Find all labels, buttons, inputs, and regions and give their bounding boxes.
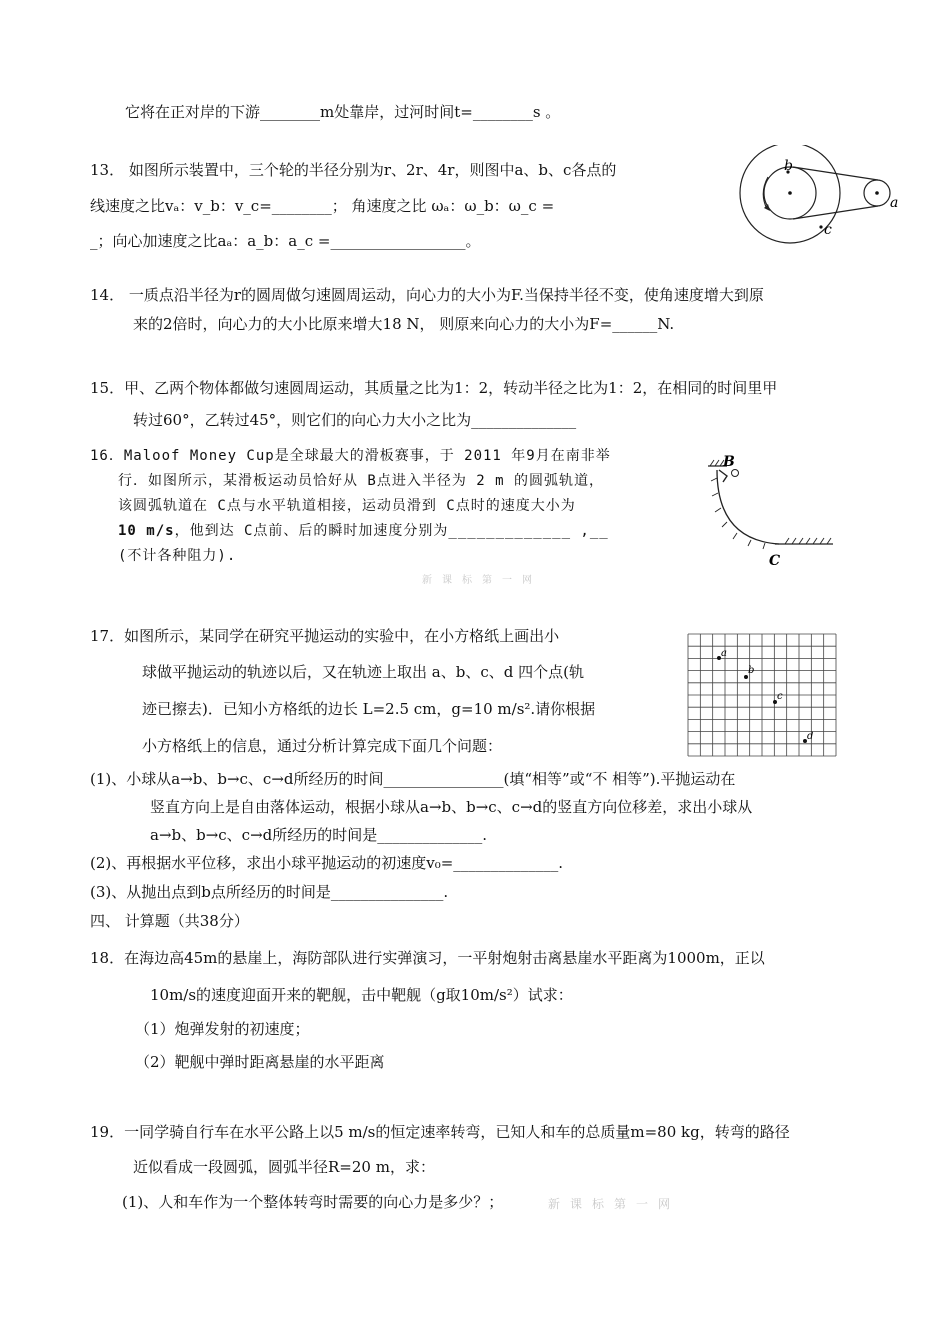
watermark-2: 新课标第一网	[548, 1197, 681, 1211]
grid-label-c: c	[777, 691, 783, 702]
top-hatch	[710, 460, 724, 466]
watermark-1: 新课标第一网	[422, 575, 542, 586]
q18-part2: （2）靶舰中弹时距离悬崖的水平距离	[135, 1053, 385, 1071]
q18-part1: （1）炮弹发射的初速度；	[135, 1020, 310, 1038]
q17-part3: (3)、从抛出点到b点所经历的时间是_______________.	[90, 883, 449, 901]
q18-line2: 10m/s的速度迎面开来的靶舰，击中靶舰（g取10m/s²）试求：	[150, 986, 573, 1004]
line-river: 它将在正对岸的下游________m处靠岸，过河时间t=________s 。	[125, 103, 561, 121]
grid-label-a: a	[721, 648, 727, 659]
q16-line4-rest: ，他到达 C点前、后的瞬时加速度分别为_____________ ,__	[174, 523, 609, 539]
q17-part1-line3: a→b、b→c、c→d所经历的时间是______________.	[150, 826, 488, 844]
skater-icon	[732, 470, 739, 477]
wheels-figure	[735, 145, 905, 250]
q17-part1-line1: (1)、小球从a→b、b→c、c→d所经历的时间________________(填“相等”或“不 相等”).平抛运动在	[90, 770, 736, 788]
bottom-hatch	[785, 538, 831, 544]
label-B: B	[723, 454, 735, 470]
center-big	[788, 191, 792, 195]
track-figure	[705, 448, 840, 573]
q19-line1: 19．一同学骑自行车在水平公路上以5 m/s的恒定速率转弯，已知人和车的总质量m=80 kg，转弯的路径	[90, 1123, 790, 1141]
q17-part1-line2: 竖直方向上是自由落体运动，根据小球从a→b、b→c、c→d的竖直方向位移差，求出小球从	[150, 798, 753, 816]
q19-part1: (1)、人和车作为一个整体转弯时需要的向心力是多少？；	[122, 1193, 504, 1211]
q17-line1: 17．如图所示，某同学在研究平抛运动的实验中，在小方格纸上画出小	[90, 627, 560, 645]
q13-line3: _；向心加速度之比aₐ：a_b：a_c =__________________。	[90, 232, 481, 250]
grid-figure	[686, 632, 838, 758]
belt-bottom	[793, 206, 878, 219]
q16-speed: 10 m/s	[118, 523, 175, 539]
q15-line1: 15．甲、乙两个物体都做匀速圆周运动，其质量之比为1：2，转动半径之比为1：2，在相同的时间里甲	[90, 379, 778, 397]
q16-line4	[118, 521, 609, 541]
q17-line3: 迹已擦去)．已知小方格纸的边长 L=2.5 cm，g=10 m/s².请你根据	[142, 700, 596, 718]
q16-line5: (不计各种阻力).	[118, 548, 237, 564]
q16-line2: 行．如图所示，某滑板运动员恰好从 B点进入半径为 2 m 的圆弧轨道，	[118, 473, 604, 489]
q17-line4: 小方格纸上的信息，通过分析计算完成下面几个问题：	[142, 737, 503, 755]
q13-line2: 线速度之比vₐ：v_b：v_c=________； 角速度之比 ωₐ：ω_b：ω_c =	[90, 197, 555, 215]
q17-line2: 球做平抛运动的轨迹以后，又在轨迹上取出 a、b、c、d 四个点(轨	[142, 663, 584, 681]
q17-part2: (2)、再根据水平位移，求出小球平抛运动的初速度v₀=______________.	[90, 854, 564, 872]
label-C: C	[769, 553, 781, 569]
q13-line1: 13． 如图所示装置中，三个轮的半径分别为r、2r、4r，则图中a、b、c各点的	[90, 161, 617, 179]
grid-lines	[688, 634, 836, 756]
center-small	[875, 191, 879, 195]
section-4-heading: 四、 计算题（共38分）	[90, 912, 249, 930]
label-b: b	[784, 158, 793, 174]
q19-line2: 近似看成一段圆弧，圆弧半径R=20 m，求：	[133, 1158, 435, 1176]
label-a: a	[890, 195, 899, 211]
point-c	[819, 225, 822, 228]
grid-label-d: d	[807, 731, 814, 742]
skater-body-icon	[719, 470, 727, 482]
q14-line1: 14． 一质点沿半径为r的圆周做匀速圆周运动，向心力的大小为F.当保持半径不变，使角速度增大到原	[90, 286, 764, 304]
arc-hatch	[711, 478, 765, 549]
arc-track	[717, 470, 779, 544]
q18-line1: 18．在海边高45m的悬崖上，海防部队进行实弹演习，一平射炮射击离悬崖水平距离为1000m，正以	[90, 949, 765, 967]
belt-top	[793, 167, 878, 180]
q16-line1: 16．Maloof Money Cup是全球最大的滑板赛事，于 2011 年9月在南非举	[90, 448, 611, 464]
q16-line3: 该圆弧轨道在 C点与水平轨道相接，运动员滑到 C点时的速度大小为	[118, 498, 576, 514]
grid-label-b: b	[748, 665, 755, 676]
q15-line2: 转过60°，乙转过45°，则它们的向心力大小之比为______________	[133, 411, 577, 429]
q14-line2: 来的2倍时，向心力的大小比原来增大18 N， 则原来向心力的大小为F=______N.	[133, 315, 675, 333]
label-c: c	[824, 222, 832, 238]
